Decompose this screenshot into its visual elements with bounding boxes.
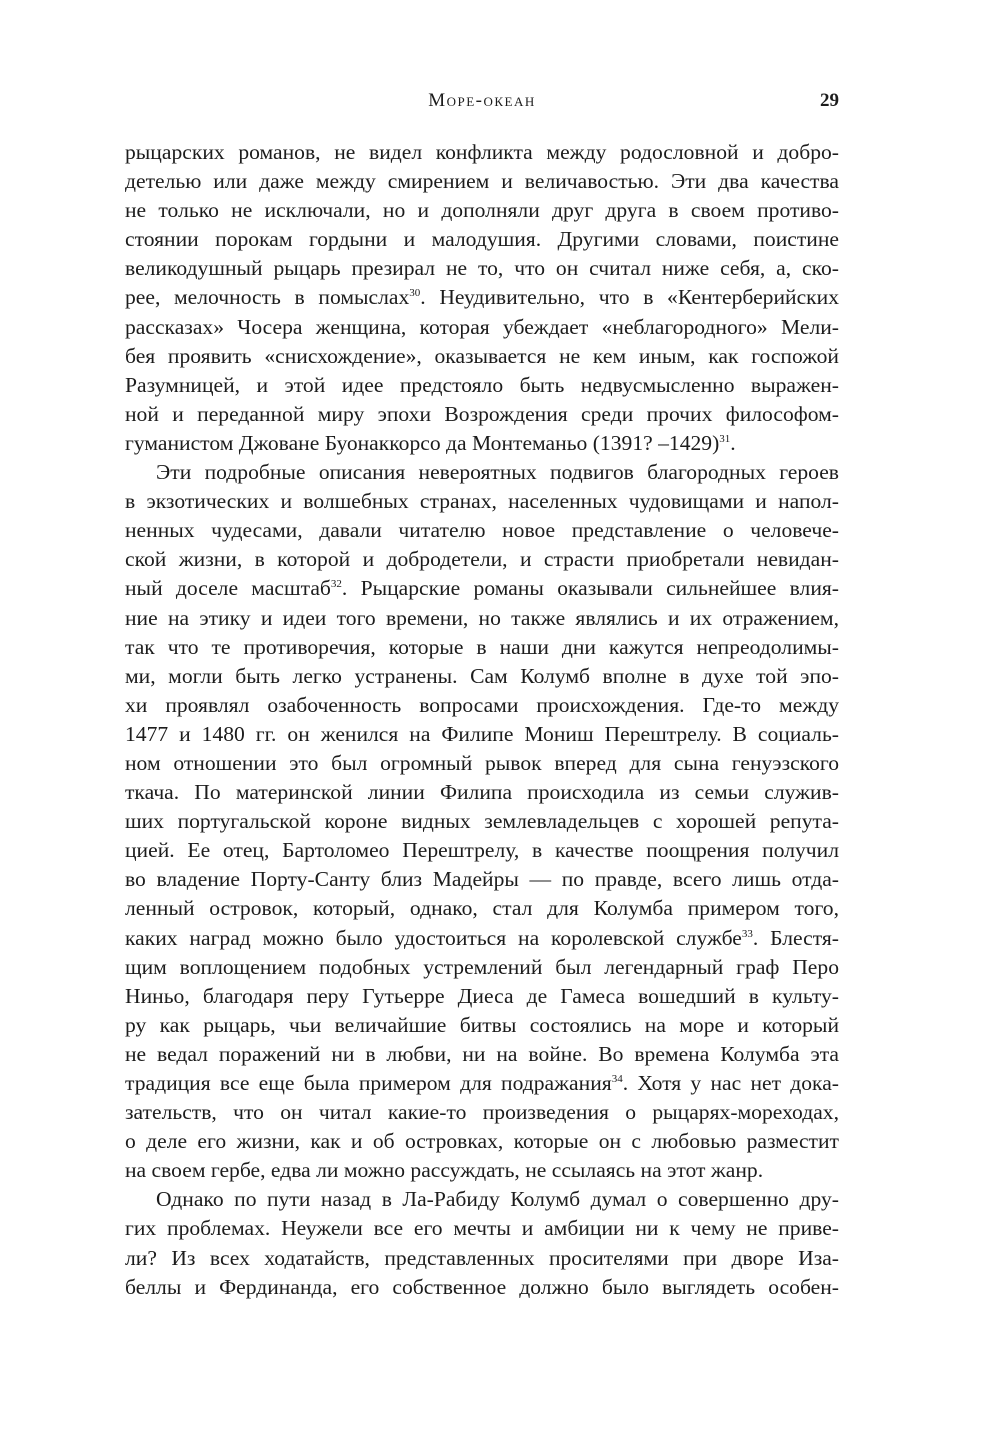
- text-line: гуманистом Джоване Буонаккорсо да Монтеманьо (1391? –1429)$^{31}$.: [125, 430, 736, 455]
- text-line: Однако по пути назад в Ла-Рабиду Колумб думал о совершенно дру-: [156, 1187, 839, 1212]
- text-line: 1477 и 1480 гг. он женился на Филипе Мониш Перештрелу. В социаль-: [125, 721, 839, 746]
- paragraph: [125, 138, 839, 458]
- text-line: великодушный рыцарь презирал не то, что он считал ниже себя, а, ско-: [125, 256, 839, 281]
- text-line: ный доселе масштаб$^{32}$. Рыцарские романы оказывали сильнейшее влия-: [125, 576, 839, 601]
- text-line: ру как рыцарь, чьи величайшие битвы состоялись на море и который: [125, 1012, 839, 1037]
- body-text: [125, 138, 839, 1302]
- text-line: о деле его жизни, как и об островках, которые он с любовью разместит: [125, 1129, 839, 1154]
- footnote-ref[interactable]: 30: [409, 287, 421, 300]
- text-line: хи проявлял озабоченность вопросами происхождения. Где-то между: [125, 692, 839, 717]
- text-line: ние на этику и идеи того времени, но также являлись и их отражением,: [125, 605, 839, 630]
- text-line: во владение Порту-Санту близ Мадейры — по правде, всего лишь отда-: [125, 867, 839, 892]
- text-line: гих проблемах. Неужели все его мечты и амбиции ни к чему не приве-: [125, 1216, 839, 1241]
- text-line: рыцарских романов, не видел конфликта между родословной и добро-: [125, 140, 839, 164]
- text-line: ткача. По материнской линии Филипа происходила из семьи служив-: [125, 780, 839, 805]
- text-line: ном отношении это был огромный рывок вперед для сына генуэзского: [125, 750, 839, 775]
- text-line: Ниньо, благодаря перу Гутьерре Диеса де Гамеса вошедший в культу-: [125, 983, 839, 1008]
- text-line: ми, могли быть легко устранены. Сам Колумб вполне в духе той эпо-: [125, 663, 839, 688]
- paragraph: [125, 458, 839, 1185]
- text-line: так что те противоречия, которые в наши дни кажутся непреодолимы-: [125, 634, 839, 659]
- running-title: [125, 86, 839, 116]
- running-title-text: Море-океан: [428, 90, 536, 111]
- text-line: в экзотических и волшебных странах, населенных чудовищами и напол-: [125, 489, 839, 514]
- text-line: бея проявить «снисхождение», оказывается не кем иным, как госпожой: [125, 343, 839, 368]
- text-line: щим воплощением подобных устремлений был легендарный граф Перо: [125, 954, 839, 979]
- text-line: зательств, что он читал какие-то произведения о рыцарях-мореходах,: [125, 1100, 839, 1125]
- text-line: беллы и Фердинанда, его собственное должно было выглядеть особен-: [125, 1274, 839, 1299]
- text-line: цией. Ее отец, Бартоломео Перештрелу, в качестве поощрения получил: [125, 838, 839, 863]
- page-number: 29: [820, 90, 839, 111]
- text-line: не ведал поражений ни в любви, ни на войне. Во времена Колумба эта: [125, 1041, 839, 1066]
- text-line: ной и переданной миру эпохи Возрождения среди прочих философом-: [125, 401, 839, 426]
- paragraph: [125, 1185, 839, 1301]
- text-line: ленный островок, который, однако, стал для Колумба примером того,: [125, 896, 839, 921]
- text-line: Эти подробные описания невероятных подвигов благородных героев: [156, 460, 839, 485]
- text-line: каких наград можно было удостоиться на королевской службе$^{33}$. Блестя-: [125, 925, 839, 950]
- text-line: детелью или даже между смирением и величавостью. Эти два качества: [125, 169, 839, 194]
- footnote-ref[interactable]: 32: [330, 578, 342, 591]
- text-line: не только не исключали, но и дополняли друг друга в своем противо-: [125, 198, 839, 223]
- text-line: на своем гербе, едва ли можно рассуждать, не ссылаясь на этот жанр.: [125, 1158, 764, 1183]
- text-line: ли? Из всех ходатайств, представленных просителями при дворе Иза-: [125, 1245, 839, 1270]
- text-line: рассказах» Чосера женщина, которая убеждает «неблагородного» Мели-: [125, 314, 839, 339]
- footnote-ref[interactable]: 31: [719, 432, 731, 445]
- running-head: [125, 86, 839, 116]
- text-line: ших португальской короне видных землевладельцев с хорошей репута-: [125, 809, 839, 834]
- text-line: традиция все еще была примером для подражания$^{34}$. Хотя у нас нет дока-: [125, 1071, 839, 1095]
- text-line: Разумницей, и этой идее предстояло быть недвусмысленно выражен-: [125, 372, 839, 397]
- text-line: ской жизни, в которой и добродетели, и страсти приобретали невидан-: [125, 547, 839, 572]
- footnote-ref[interactable]: 34: [611, 1072, 623, 1085]
- text-line: ненных чудесами, давали читателю новое представление о человече-: [125, 518, 839, 543]
- text-line: стоянии порокам гордыни и малодушия. Другими словами, поистине: [125, 227, 839, 252]
- footnote-ref[interactable]: 33: [741, 927, 753, 940]
- text-line: рее, мелочность в помыслах$^{30}$. Неудивительно, что в «Кентерберийских: [125, 285, 839, 310]
